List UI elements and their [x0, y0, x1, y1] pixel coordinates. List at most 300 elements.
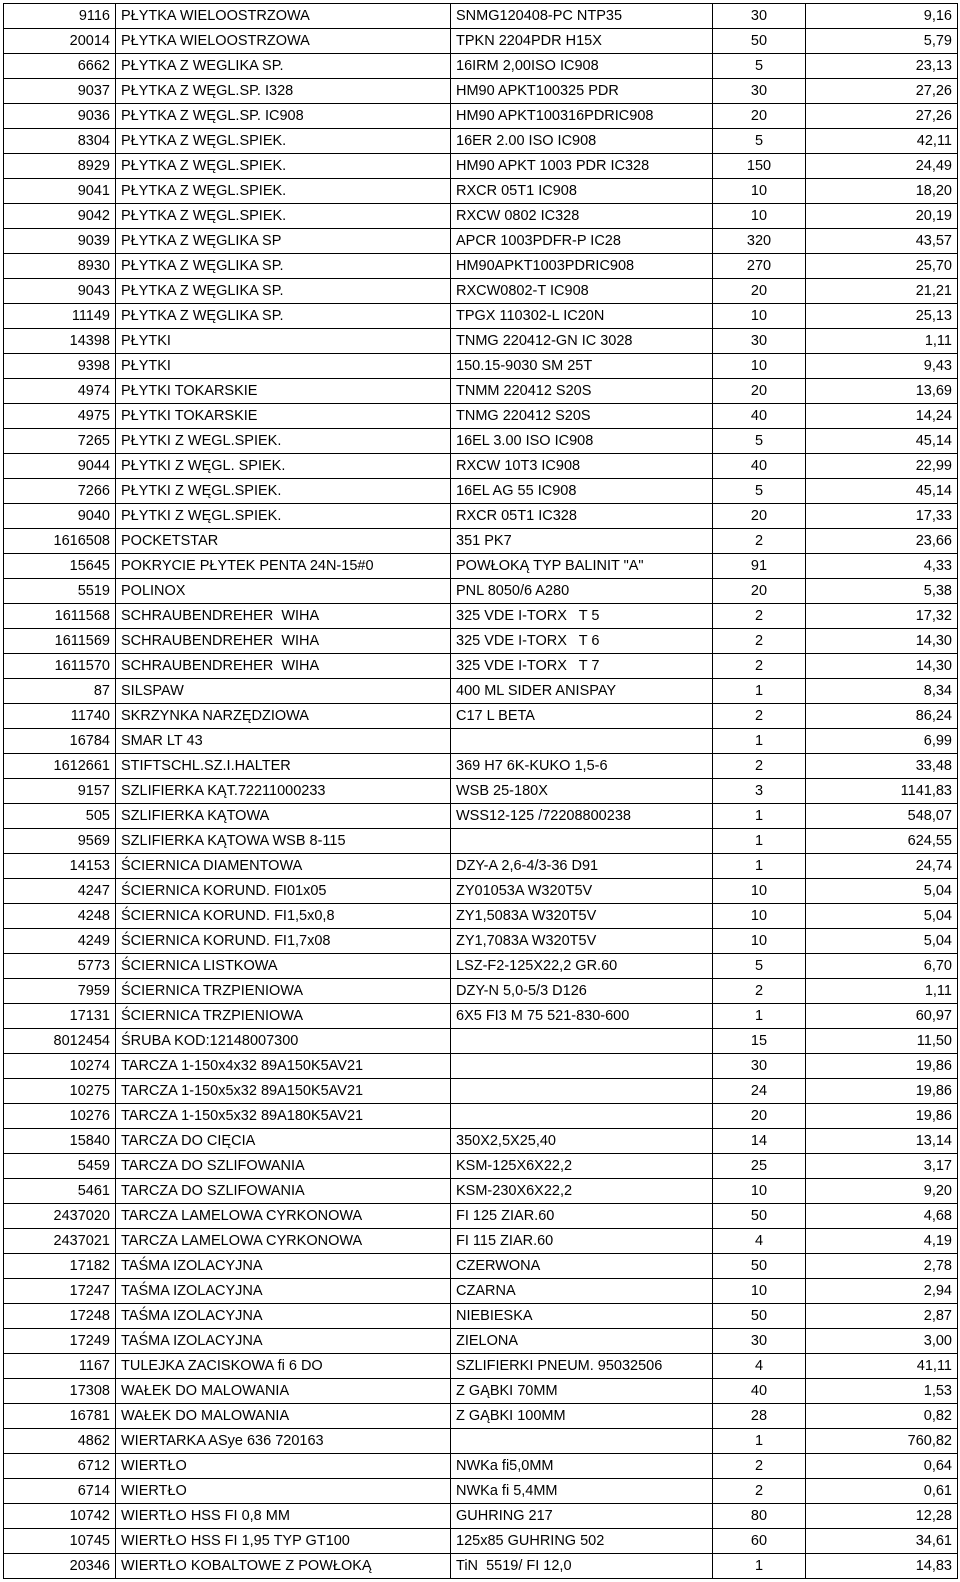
item-id-cell: 14153 — [4, 854, 116, 879]
price-cell: 25,70 — [806, 254, 958, 279]
item-spec-cell: ZY01053A W320T5V — [451, 879, 713, 904]
item-name-cell: ŚCIERNICA TRZPIENIOWA — [116, 1004, 451, 1029]
item-spec-cell: KSM-125X6X22,2 — [451, 1154, 713, 1179]
item-name-cell: PŁYTKI — [116, 354, 451, 379]
item-spec-cell: 325 VDE I-TORX T 6 — [451, 629, 713, 654]
item-spec-cell: C17 L BETA — [451, 704, 713, 729]
table-row — [4, 1329, 958, 1354]
price-cell: 23,66 — [806, 529, 958, 554]
item-spec-cell — [451, 1029, 713, 1054]
item-spec-cell: ZY1,5083A W320T5V — [451, 904, 713, 929]
item-spec-cell: HM90 APKT100325 PDR — [451, 79, 713, 104]
table-row — [4, 779, 958, 804]
item-name-cell: SZLIFIERKA KĄT.72211000233 — [116, 779, 451, 804]
item-id-cell: 17249 — [4, 1329, 116, 1354]
table-row — [4, 504, 958, 529]
quantity-cell: 10 — [713, 879, 806, 904]
item-spec-cell: TPGX 110302-L IC20N — [451, 304, 713, 329]
item-name-cell: WIERTŁO KOBALTOWE Z POWŁOKĄ — [116, 1554, 451, 1579]
item-spec-cell: CZERWONA — [451, 1254, 713, 1279]
item-name-cell: PŁYTKA Z WĘGLIKA SP. — [116, 254, 451, 279]
item-name-cell: PŁYTKA Z WĘGLIKA SP. — [116, 304, 451, 329]
quantity-cell: 91 — [713, 554, 806, 579]
table-row — [4, 1154, 958, 1179]
quantity-cell: 50 — [713, 1204, 806, 1229]
item-id-cell: 20014 — [4, 29, 116, 54]
item-spec-cell: 16ER 2.00 ISO IC908 — [451, 129, 713, 154]
item-spec-cell: LSZ-F2-125X22,2 GR.60 — [451, 954, 713, 979]
item-id-cell: 8929 — [4, 154, 116, 179]
table-row — [4, 4, 958, 29]
item-spec-cell: DZY-A 2,6-4/3-36 D91 — [451, 854, 713, 879]
price-cell: 14,83 — [806, 1554, 958, 1579]
quantity-cell: 4 — [713, 1354, 806, 1379]
item-spec-cell: 16EL 3.00 ISO IC908 — [451, 429, 713, 454]
quantity-cell: 20 — [713, 279, 806, 304]
item-spec-cell: 369 H7 6K-KUKO 1,5-6 — [451, 754, 713, 779]
item-id-cell: 9043 — [4, 279, 116, 304]
item-id-cell: 6662 — [4, 54, 116, 79]
item-spec-cell: NWKa fi5,0MM — [451, 1454, 713, 1479]
item-spec-cell: NIEBIESKA — [451, 1304, 713, 1329]
price-cell: 4,33 — [806, 554, 958, 579]
item-spec-cell: TNMG 220412-GN IC 3028 — [451, 329, 713, 354]
item-name-cell: PŁYTKA Z WĘGLIKA SP — [116, 229, 451, 254]
item-spec-cell: SNMG120408-PC NTP35 — [451, 4, 713, 29]
item-name-cell: PŁYTKA Z WĘGL.SP. I328 — [116, 79, 451, 104]
quantity-cell: 40 — [713, 1379, 806, 1404]
price-cell: 42,11 — [806, 129, 958, 154]
item-spec-cell: CZARNA — [451, 1279, 713, 1304]
table-row — [4, 79, 958, 104]
table-row — [4, 1204, 958, 1229]
item-spec-cell: FI 125 ZIAR.60 — [451, 1204, 713, 1229]
item-name-cell: ŚCIERNICA DIAMENTOWA — [116, 854, 451, 879]
quantity-cell: 2 — [713, 604, 806, 629]
item-id-cell: 4975 — [4, 404, 116, 429]
price-cell: 14,24 — [806, 404, 958, 429]
item-id-cell: 16784 — [4, 729, 116, 754]
price-cell: 5,79 — [806, 29, 958, 54]
item-id-cell: 1611569 — [4, 629, 116, 654]
price-cell: 60,97 — [806, 1004, 958, 1029]
table-row — [4, 454, 958, 479]
item-id-cell: 9037 — [4, 79, 116, 104]
quantity-cell: 5 — [713, 54, 806, 79]
price-cell: 2,94 — [806, 1279, 958, 1304]
quantity-cell: 320 — [713, 229, 806, 254]
price-cell: 19,86 — [806, 1079, 958, 1104]
table-row — [4, 1554, 958, 1579]
table-row — [4, 179, 958, 204]
item-name-cell: PŁYTKA Z WĘGL.SPIEK. — [116, 204, 451, 229]
item-spec-cell — [451, 1104, 713, 1129]
table-row — [4, 379, 958, 404]
item-name-cell: TARCZA DO CIĘCIA — [116, 1129, 451, 1154]
price-cell: 760,82 — [806, 1429, 958, 1454]
quantity-cell: 5 — [713, 954, 806, 979]
item-name-cell: TARCZA 1-150x4x32 89A150K5AV21 — [116, 1054, 451, 1079]
quantity-cell: 150 — [713, 154, 806, 179]
quantity-cell: 10 — [713, 179, 806, 204]
table-row — [4, 954, 958, 979]
item-name-cell: PŁYTKA Z WĘGL.SPIEK. — [116, 129, 451, 154]
quantity-cell: 40 — [713, 454, 806, 479]
price-cell: 9,20 — [806, 1179, 958, 1204]
item-spec-cell: TiN 5519/ FI 12,0 — [451, 1554, 713, 1579]
price-cell: 33,48 — [806, 754, 958, 779]
item-spec-cell: Z GĄBKI 100MM — [451, 1404, 713, 1429]
item-id-cell: 8012454 — [4, 1029, 116, 1054]
item-spec-cell: 400 ML SIDER ANISPAY — [451, 679, 713, 704]
table-row — [4, 1304, 958, 1329]
table-row — [4, 254, 958, 279]
price-cell: 8,34 — [806, 679, 958, 704]
item-id-cell: 11149 — [4, 304, 116, 329]
price-cell: 34,61 — [806, 1529, 958, 1554]
item-name-cell: SCHRAUBENDREHER WIHA — [116, 629, 451, 654]
item-id-cell: 9044 — [4, 454, 116, 479]
table-row — [4, 629, 958, 654]
item-spec-cell — [451, 1079, 713, 1104]
item-id-cell: 20346 — [4, 1554, 116, 1579]
quantity-cell: 10 — [713, 204, 806, 229]
table-row — [4, 529, 958, 554]
table-row — [4, 1379, 958, 1404]
item-spec-cell: HM90 APKT100316PDRIC908 — [451, 104, 713, 129]
quantity-cell: 20 — [713, 504, 806, 529]
table-row — [4, 554, 958, 579]
item-name-cell: PŁYTKA Z WĘGL.SPIEK. — [116, 179, 451, 204]
item-spec-cell — [451, 1054, 713, 1079]
item-spec-cell: DZY-N 5,0-5/3 D126 — [451, 979, 713, 1004]
quantity-cell: 4 — [713, 1229, 806, 1254]
item-id-cell: 10274 — [4, 1054, 116, 1079]
item-id-cell: 8930 — [4, 254, 116, 279]
item-spec-cell: RXCR 05T1 IC908 — [451, 179, 713, 204]
item-id-cell: 5461 — [4, 1179, 116, 1204]
item-spec-cell: APCR 1003PDFR-P IC28 — [451, 229, 713, 254]
table-row — [4, 354, 958, 379]
table-row — [4, 1254, 958, 1279]
quantity-cell: 2 — [713, 629, 806, 654]
item-id-cell: 10742 — [4, 1504, 116, 1529]
quantity-cell: 1 — [713, 804, 806, 829]
item-spec-cell: SZLIFIERKI PNEUM. 95032506 — [451, 1354, 713, 1379]
price-cell: 12,28 — [806, 1504, 958, 1529]
price-cell: 5,38 — [806, 579, 958, 604]
price-cell: 17,32 — [806, 604, 958, 629]
table-row — [4, 1479, 958, 1504]
price-cell: 11,50 — [806, 1029, 958, 1054]
item-spec-cell: GUHRING 217 — [451, 1504, 713, 1529]
item-id-cell: 17131 — [4, 1004, 116, 1029]
item-id-cell: 4249 — [4, 929, 116, 954]
item-spec-cell: RXCW 10T3 IC908 — [451, 454, 713, 479]
price-cell: 14,30 — [806, 629, 958, 654]
quantity-cell: 24 — [713, 1079, 806, 1104]
table-row — [4, 479, 958, 504]
item-id-cell: 17247 — [4, 1279, 116, 1304]
table-row — [4, 804, 958, 829]
item-name-cell: PŁYTKI Z WĘGL.SPIEK. — [116, 504, 451, 529]
item-name-cell: TARCZA 1-150x5x32 89A150K5AV21 — [116, 1079, 451, 1104]
item-spec-cell: 16EL AG 55 IC908 — [451, 479, 713, 504]
table-row — [4, 229, 958, 254]
price-cell: 0,64 — [806, 1454, 958, 1479]
quantity-cell: 2 — [713, 529, 806, 554]
table-row — [4, 1029, 958, 1054]
price-cell: 20,19 — [806, 204, 958, 229]
item-name-cell: SKRZYNKA NARZĘDZIOWA — [116, 704, 451, 729]
item-name-cell: SZLIFIERKA KĄTOWA — [116, 804, 451, 829]
item-id-cell: 7959 — [4, 979, 116, 1004]
item-id-cell: 6712 — [4, 1454, 116, 1479]
item-id-cell: 16781 — [4, 1404, 116, 1429]
item-name-cell: WAŁEK DO MALOWANIA — [116, 1404, 451, 1429]
price-cell: 25,13 — [806, 304, 958, 329]
item-spec-cell: 325 VDE I-TORX T 5 — [451, 604, 713, 629]
item-spec-cell: HM90APKT1003PDRIC908 — [451, 254, 713, 279]
table-row — [4, 279, 958, 304]
item-id-cell: 1616508 — [4, 529, 116, 554]
table-row — [4, 429, 958, 454]
item-name-cell: PŁYTKI Z WEGL.SPIEK. — [116, 429, 451, 454]
item-name-cell: PŁYTKI Z WĘGL. SPIEK. — [116, 454, 451, 479]
item-name-cell: PŁYTKA WIELOOSTRZOWA — [116, 4, 451, 29]
item-id-cell: 7265 — [4, 429, 116, 454]
table-row — [4, 104, 958, 129]
quantity-cell: 28 — [713, 1404, 806, 1429]
price-cell: 2,87 — [806, 1304, 958, 1329]
price-cell: 2,78 — [806, 1254, 958, 1279]
table-row — [4, 754, 958, 779]
item-id-cell: 9039 — [4, 229, 116, 254]
quantity-cell: 1 — [713, 729, 806, 754]
price-cell: 3,17 — [806, 1154, 958, 1179]
table-row — [4, 904, 958, 929]
table-row — [4, 654, 958, 679]
table-row — [4, 1429, 958, 1454]
item-spec-cell: FI 115 ZIAR.60 — [451, 1229, 713, 1254]
table-row — [4, 1529, 958, 1554]
quantity-cell: 15 — [713, 1029, 806, 1054]
item-name-cell: WIERTŁO HSS FI 0,8 MM — [116, 1504, 451, 1529]
table-row — [4, 854, 958, 879]
item-name-cell: ŚRUBA KOD:12148007300 — [116, 1029, 451, 1054]
price-cell: 9,43 — [806, 354, 958, 379]
quantity-cell: 20 — [713, 379, 806, 404]
item-id-cell: 10275 — [4, 1079, 116, 1104]
price-cell: 6,70 — [806, 954, 958, 979]
table-row — [4, 604, 958, 629]
item-name-cell: TULEJKA ZACISKOWA fi 6 DO — [116, 1354, 451, 1379]
item-spec-cell: 125x85 GUHRING 502 — [451, 1529, 713, 1554]
item-spec-cell: WSS12-125 /72208800238 — [451, 804, 713, 829]
quantity-cell: 50 — [713, 29, 806, 54]
table-row — [4, 729, 958, 754]
item-name-cell: TARCZA LAMELOWA CYRKONOWA — [116, 1229, 451, 1254]
item-spec-cell: WSB 25-180X — [451, 779, 713, 804]
item-name-cell: WIERTŁO — [116, 1454, 451, 1479]
item-id-cell: 5773 — [4, 954, 116, 979]
quantity-cell: 30 — [713, 1329, 806, 1354]
table-row — [4, 829, 958, 854]
price-cell: 19,86 — [806, 1104, 958, 1129]
item-id-cell: 5459 — [4, 1154, 116, 1179]
item-spec-cell — [451, 1429, 713, 1454]
table-row — [4, 129, 958, 154]
price-cell: 1,11 — [806, 979, 958, 1004]
price-cell: 21,21 — [806, 279, 958, 304]
quantity-cell: 5 — [713, 129, 806, 154]
price-cell: 41,11 — [806, 1354, 958, 1379]
item-name-cell: TARCZA LAMELOWA CYRKONOWA — [116, 1204, 451, 1229]
quantity-cell: 14 — [713, 1129, 806, 1154]
item-spec-cell: ZIELONA — [451, 1329, 713, 1354]
item-name-cell: POKRYCIE PŁYTEK PENTA 24N-15#0 — [116, 554, 451, 579]
table-row — [4, 29, 958, 54]
inventory-table-body — [4, 4, 958, 1579]
item-id-cell: 9041 — [4, 179, 116, 204]
item-id-cell: 4248 — [4, 904, 116, 929]
quantity-cell: 25 — [713, 1154, 806, 1179]
item-id-cell: 15645 — [4, 554, 116, 579]
item-name-cell: SZLIFIERKA KĄTOWA WSB 8-115 — [116, 829, 451, 854]
table-row — [4, 1054, 958, 1079]
price-cell: 27,26 — [806, 79, 958, 104]
item-name-cell: TAŚMA IZOLACYJNA — [116, 1304, 451, 1329]
quantity-cell: 2 — [713, 654, 806, 679]
item-name-cell: TAŚMA IZOLACYJNA — [116, 1254, 451, 1279]
table-row — [4, 979, 958, 1004]
item-name-cell: WIERTŁO HSS FI 1,95 TYP GT100 — [116, 1529, 451, 1554]
quantity-cell: 1 — [713, 679, 806, 704]
item-name-cell: SCHRAUBENDREHER WIHA — [116, 604, 451, 629]
price-cell: 13,69 — [806, 379, 958, 404]
price-cell: 6,99 — [806, 729, 958, 754]
item-id-cell: 9116 — [4, 4, 116, 29]
price-cell: 1,11 — [806, 329, 958, 354]
price-cell: 22,99 — [806, 454, 958, 479]
item-name-cell: ŚCIERNICA KORUND. FI01x05 — [116, 879, 451, 904]
quantity-cell: 30 — [713, 1054, 806, 1079]
item-id-cell: 14398 — [4, 329, 116, 354]
item-name-cell: PŁYTKI Z WĘGL.SPIEK. — [116, 479, 451, 504]
item-name-cell: TARCZA 1-150x5x32 89A180K5AV21 — [116, 1104, 451, 1129]
item-id-cell: 11740 — [4, 704, 116, 729]
quantity-cell: 30 — [713, 4, 806, 29]
price-cell: 4,68 — [806, 1204, 958, 1229]
quantity-cell: 5 — [713, 479, 806, 504]
item-id-cell: 8304 — [4, 129, 116, 154]
quantity-cell: 10 — [713, 929, 806, 954]
item-name-cell: POLINOX — [116, 579, 451, 604]
item-id-cell: 505 — [4, 804, 116, 829]
table-row — [4, 1079, 958, 1104]
item-spec-cell: 351 PK7 — [451, 529, 713, 554]
table-row — [4, 304, 958, 329]
item-id-cell: 17182 — [4, 1254, 116, 1279]
table-row — [4, 204, 958, 229]
quantity-cell: 50 — [713, 1304, 806, 1329]
price-cell: 24,74 — [806, 854, 958, 879]
item-name-cell: PŁYTKI TOKARSKIE — [116, 404, 451, 429]
item-name-cell: WIERTARKA ASye 636 720163 — [116, 1429, 451, 1454]
quantity-cell: 5 — [713, 429, 806, 454]
table-row — [4, 704, 958, 729]
quantity-cell: 1 — [713, 829, 806, 854]
quantity-cell: 2 — [713, 704, 806, 729]
quantity-cell: 270 — [713, 254, 806, 279]
item-name-cell: SILSPAW — [116, 679, 451, 704]
item-id-cell: 1611568 — [4, 604, 116, 629]
item-id-cell: 4974 — [4, 379, 116, 404]
item-spec-cell: HM90 APKT 1003 PDR IC328 — [451, 154, 713, 179]
item-name-cell: TAŚMA IZOLACYJNA — [116, 1329, 451, 1354]
quantity-cell: 20 — [713, 579, 806, 604]
quantity-cell: 80 — [713, 1504, 806, 1529]
price-cell: 23,13 — [806, 54, 958, 79]
item-spec-cell: KSM-230X6X22,2 — [451, 1179, 713, 1204]
table-row — [4, 1229, 958, 1254]
price-cell: 14,30 — [806, 654, 958, 679]
table-row — [4, 1504, 958, 1529]
table-row — [4, 404, 958, 429]
item-id-cell: 2437020 — [4, 1204, 116, 1229]
item-id-cell: 4862 — [4, 1429, 116, 1454]
item-spec-cell: ZY1,7083A W320T5V — [451, 929, 713, 954]
quantity-cell: 20 — [713, 104, 806, 129]
item-name-cell: PŁYTKA WIELOOSTRZOWA — [116, 29, 451, 54]
item-id-cell: 87 — [4, 679, 116, 704]
item-spec-cell: RXCR 05T1 IC328 — [451, 504, 713, 529]
item-name-cell: ŚCIERNICA TRZPIENIOWA — [116, 979, 451, 1004]
item-name-cell: TAŚMA IZOLACYJNA — [116, 1279, 451, 1304]
item-id-cell: 9036 — [4, 104, 116, 129]
price-cell: 18,20 — [806, 179, 958, 204]
price-cell: 19,86 — [806, 1054, 958, 1079]
table-row — [4, 1354, 958, 1379]
item-spec-cell: Z GĄBKI 70MM — [451, 1379, 713, 1404]
item-id-cell: 7266 — [4, 479, 116, 504]
table-row — [4, 1404, 958, 1429]
quantity-cell: 1 — [713, 1554, 806, 1579]
item-id-cell: 2437021 — [4, 1229, 116, 1254]
price-cell: 0,61 — [806, 1479, 958, 1504]
item-id-cell: 1612661 — [4, 754, 116, 779]
table-row — [4, 1279, 958, 1304]
price-cell: 5,04 — [806, 879, 958, 904]
table-row — [4, 54, 958, 79]
quantity-cell: 2 — [713, 1479, 806, 1504]
item-name-cell: WIERTŁO — [116, 1479, 451, 1504]
item-name-cell: PŁYTKA Z WEGLIKA SP. — [116, 54, 451, 79]
item-id-cell: 1611570 — [4, 654, 116, 679]
item-spec-cell: NWKa fi 5,4MM — [451, 1479, 713, 1504]
quantity-cell: 50 — [713, 1254, 806, 1279]
table-row — [4, 879, 958, 904]
quantity-cell: 10 — [713, 1279, 806, 1304]
item-name-cell: PŁYTKI TOKARSKIE — [116, 379, 451, 404]
price-cell: 43,57 — [806, 229, 958, 254]
item-name-cell: PŁYTKA Z WĘGL.SPIEK. — [116, 154, 451, 179]
item-spec-cell: RXCW0802-T IC908 — [451, 279, 713, 304]
item-spec-cell: TPKN 2204PDR H15X — [451, 29, 713, 54]
item-id-cell: 17248 — [4, 1304, 116, 1329]
item-name-cell: PŁYTKA Z WĘGL.SP. IC908 — [116, 104, 451, 129]
price-cell: 27,26 — [806, 104, 958, 129]
